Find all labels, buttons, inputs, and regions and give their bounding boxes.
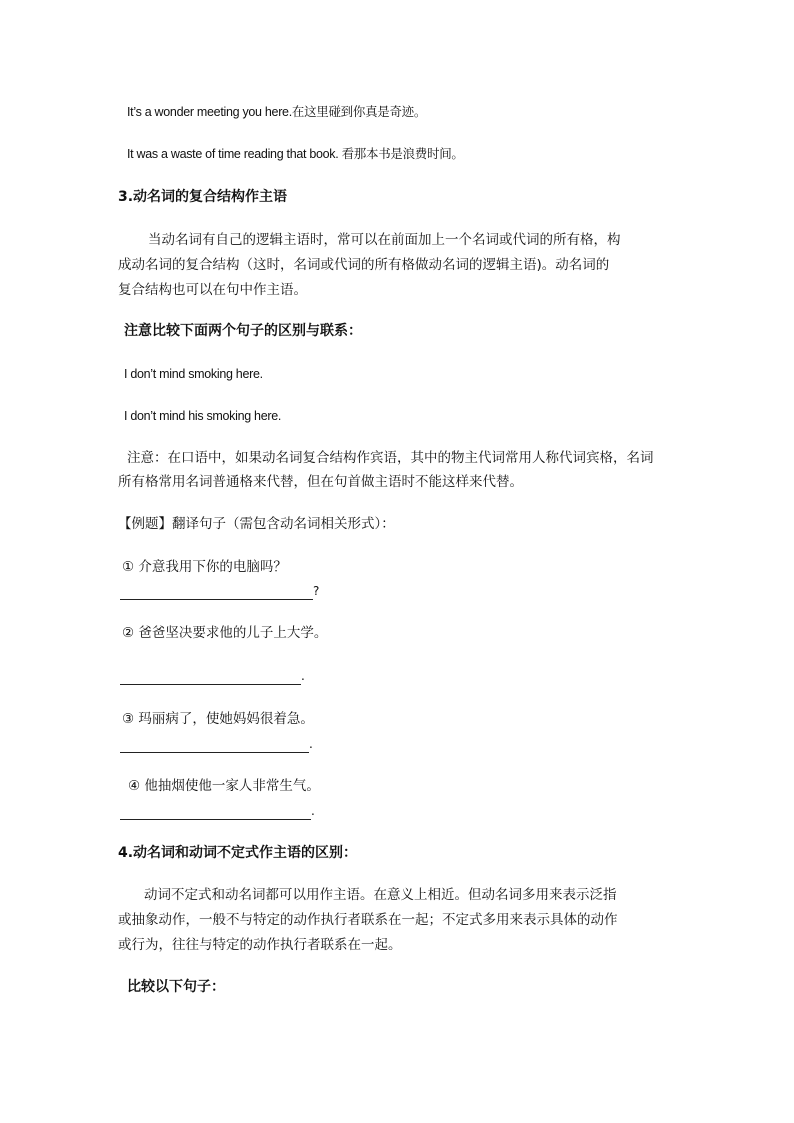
answer-blank[interactable] (120, 670, 301, 685)
question-4: ④ 他抽烟使他一家人非常生气。 (128, 778, 320, 794)
answer-blank[interactable] (120, 585, 313, 600)
answer-line-3[interactable]: . (120, 735, 313, 753)
note-line: 所有格常用名词普通格来代替，但在句首做主语时不能这样来代替。 (118, 474, 523, 490)
question-3: ③ 玛丽病了，使她妈妈很着急。 (122, 711, 314, 727)
paragraph-line: 或抽象动作，一般不与特定的动作执行者联系在一起；不定式多用来表示具体的动作 (118, 912, 618, 928)
example-sentence-wonder: It’s a wonder meeting you here.在这里碰到你真是奇迹。 (127, 105, 427, 119)
example-sentence-smoking: I don’t mind smoking here. (124, 367, 263, 381)
paragraph-line: 或行为，往往与特定的动作执行者联系在一起。 (118, 937, 402, 953)
example-sentence-waste: It was a waste of time reading that book. 看那本书是浪费时间。 (127, 147, 464, 161)
example-title: 【例题】翻译句子（需包含动名词相关形式）： (118, 516, 395, 532)
question-1: ① 介意我用下你的电脑吗？ (122, 559, 287, 575)
example-sentence-his-smoking: I don’t mind his smoking here. (124, 409, 282, 423)
section-heading-4: 4.动名词和动词不定式作主语的区别： (118, 845, 358, 861)
answer-line-2[interactable]: . (120, 667, 305, 685)
question-2: ② 爸爸坚决要求他的儿子上大学。 (122, 625, 328, 641)
paragraph-line: 成动名词的复合结构（这时，名词或代词的所有格做动名词的逻辑主语)。动名词的 (118, 257, 610, 273)
answer-line-1[interactable]: ? (120, 582, 319, 600)
answer-blank[interactable] (120, 738, 309, 753)
note-heading: 注意比较下面两个句子的区别与联系： (124, 323, 362, 339)
paragraph-line: 动词不定式和动名词都可以用作主语。在意义上相近。但动名词多用来表示泛指 (144, 887, 617, 903)
section-heading-3: 3.动名词的复合结构作主语 (118, 189, 288, 205)
paragraph-line: 当动名词有自己的逻辑主语时，常可以在前面加上一个名词或代词的所有格，构 (148, 232, 621, 248)
note-line: 注意：在口语中，如果动名词复合结构作宾语，其中的物主代词常用人称代词宾格，名词 (127, 450, 654, 466)
paragraph-line: 复合结构也可以在句中作主语。 (118, 282, 307, 298)
answer-line-4[interactable]: . (120, 802, 315, 820)
compare-heading: 比较以下句子： (127, 979, 225, 995)
answer-blank[interactable] (120, 805, 311, 820)
